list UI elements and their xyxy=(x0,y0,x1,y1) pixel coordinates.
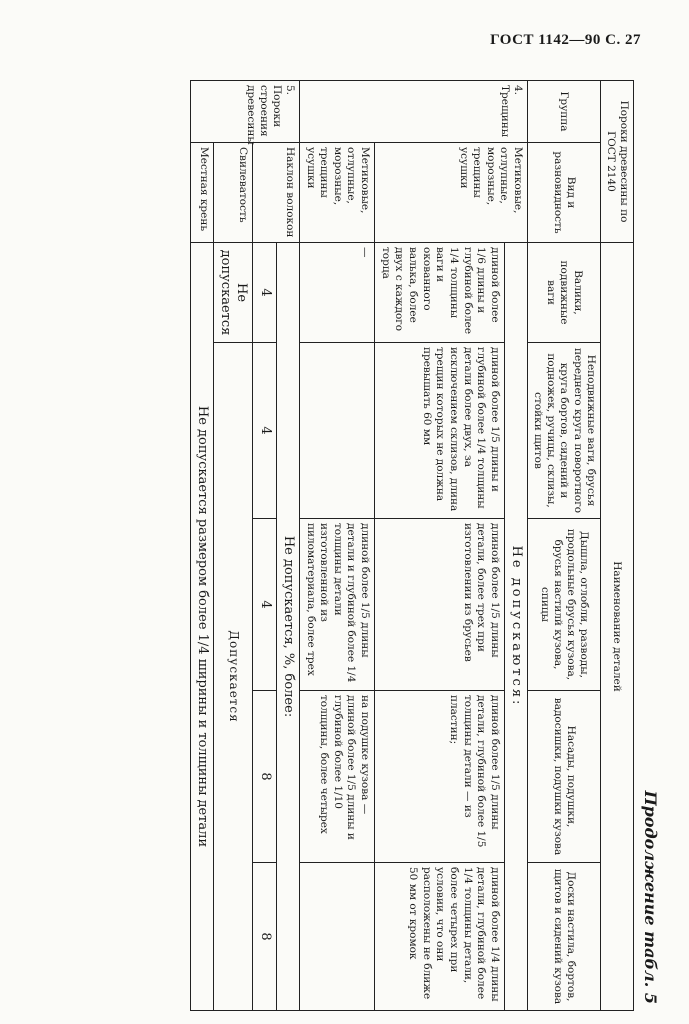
row12-heading: Не допускаются: xyxy=(504,243,527,1011)
col-part1: Валики, подвижные ваги xyxy=(528,243,601,343)
page-header: ГОСТ 1142—90 С. 27 xyxy=(490,32,641,48)
row2-part4: на подушке кузова — длиной более 1/5 длины и глубиной более 1/10 толщины, более четырех xyxy=(299,691,374,863)
row2-part3: длиной более 1/5 длины детали и глубиной более 1/4 толщины детали изготовленной из пиломатериала, более трех xyxy=(299,519,374,691)
row3-value4: 8 xyxy=(253,691,276,863)
row2-part5 xyxy=(299,863,374,1011)
row3-value1: 4 xyxy=(253,243,276,343)
row1-part5: длиной более 1/4 длины детали, глубиной более 1/4 толщины детали, более четырех при условии, что они расположены не ближе 50 мм от кромок xyxy=(375,863,505,1011)
col-part2: Неподвижные ваги, брусья переднего круга поворотного круга бортов, сидений и подножек, ручицы, склизы, стойки щитов xyxy=(528,343,601,519)
row4-type: Свилеватость xyxy=(213,143,253,243)
col-group: Группа xyxy=(528,81,601,143)
row4-rest: Допускается xyxy=(213,343,253,1011)
row1-part1: длиной более 1/6 длины и глубиной более 1/4 толщины ваги и окованного валька, более двух с каждого торца xyxy=(375,243,505,343)
row3-heading: Не допускается, %, более: xyxy=(276,243,299,1011)
row3-value3: 4 xyxy=(253,519,276,691)
row2-type: Метиковые, отлупные, морозные, трещины усушки xyxy=(299,143,374,243)
col-part3: Дышла, оглобли, разводы, продольные брусья кузова, брусья настилй кузова, спицы xyxy=(528,519,601,691)
group-5: 5. Пороки строения древесины xyxy=(190,81,299,143)
table-row xyxy=(190,81,213,1011)
rotated-page xyxy=(60,72,660,1012)
table-row xyxy=(276,81,299,1011)
row2-part2 xyxy=(299,343,374,519)
row1-type: Метиковые, отлупные, морозные, трещины усушки xyxy=(375,143,528,243)
row2-part1: — xyxy=(299,243,374,343)
col-type: Вид и разновидность xyxy=(528,143,601,243)
header-row-1 xyxy=(600,81,633,1011)
defects-header: Пороки древесины по ГОСТ 2140 xyxy=(600,81,633,243)
row3-value5: 8 xyxy=(253,863,276,1011)
defects-table xyxy=(190,80,634,1011)
group-4: 4. Трещины xyxy=(299,81,527,143)
col-part4: Насады, подушки, вадосишки, подушки кузова xyxy=(528,691,601,863)
row1-part3: длиной более 1/5 длины детали, более трех при изготовлении из брусьев xyxy=(375,519,505,691)
row3-type: Наклон волокон xyxy=(253,143,300,243)
table-row xyxy=(213,81,253,1011)
table-row xyxy=(299,81,374,1011)
row5-all: Не допускается размером более 1/4 ширины и толщины детали xyxy=(190,243,213,1011)
col-part5: Доски настила, бортов, щитов и сидений кузова xyxy=(528,863,601,1011)
header-row-2 xyxy=(528,81,601,1011)
table-row xyxy=(504,81,527,1011)
row5-type: Местная крень xyxy=(190,143,213,243)
row1-part4: длиной более 1/5 длины детали, глубиной более 1/5 толщины детали — из пластин; xyxy=(375,691,505,863)
row3-value2: 4 xyxy=(253,343,276,519)
row4-part1: Не допускается xyxy=(213,243,253,343)
continuation-label: Продолжение табл. 5 xyxy=(641,790,660,1004)
parts-header: Наименование деталей xyxy=(600,243,633,1011)
row1-part2: длиной более 1/5 длины и глубиной более 1/4 толщины детали более двух, за исключением склизов, длина трещин которых не должна превышать 60 мм xyxy=(375,343,505,519)
